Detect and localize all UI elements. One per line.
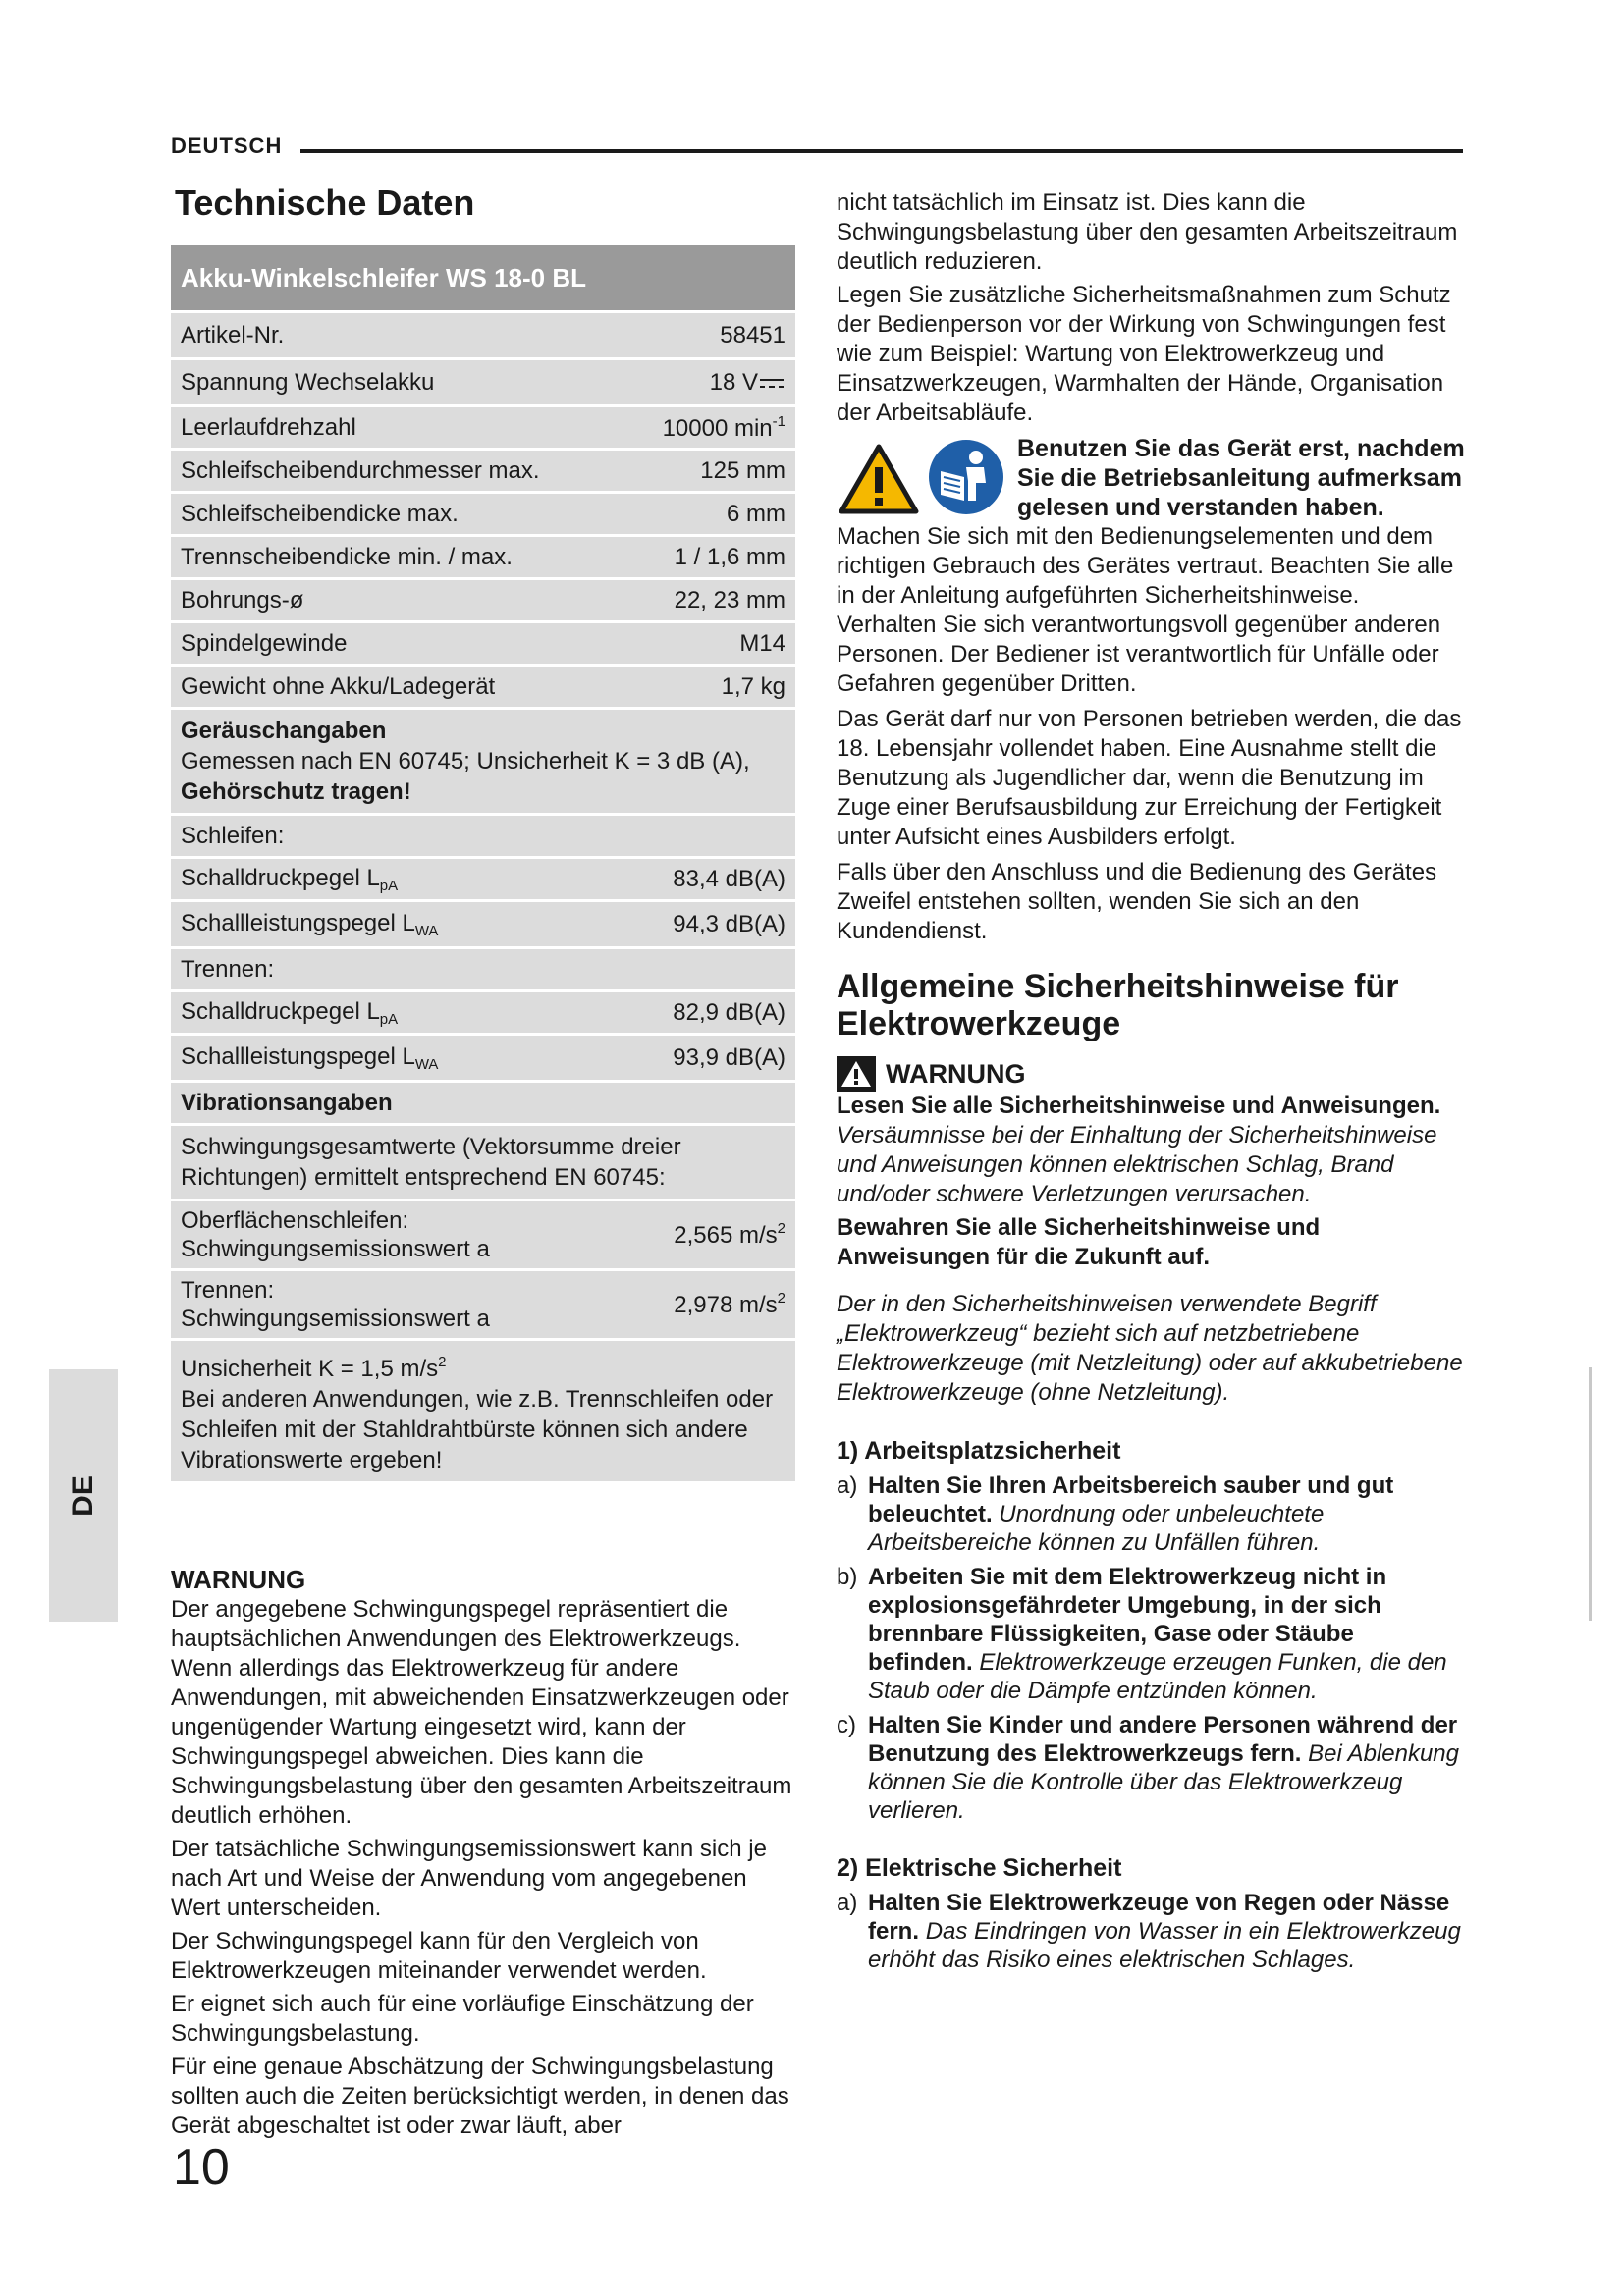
vibration-intro: Schwingungsgesamtwerte (Vektorsumme dreier Richtungen) ermittelt entsprechend EN 60745:: [171, 1126, 795, 1201]
tech-table: [171, 245, 795, 1484]
read-manual-icon: [927, 438, 1005, 516]
safety-heading: Allgemeine Sicherheitshinweise für Elektrowerkzeuge: [837, 968, 1399, 1042]
table-row: [171, 902, 795, 949]
uncertainty: Unsicherheit K = 1,5 m/s: [181, 1356, 439, 1382]
dc-symbol-icon: [758, 376, 785, 390]
uncertainty-exponent: 2: [438, 1354, 447, 1370]
row-label: Spindelgewinde: [181, 629, 348, 657]
row-value: 1,7 kg: [721, 672, 785, 700]
item-letter: b): [837, 1564, 858, 1590]
item-italic: Unordnung oder unbeleuchtete Arbeitsbereiche können zu Unfällen führen.: [868, 1501, 1325, 1556]
row-value: 22, 23 mm: [674, 586, 785, 614]
notice-text: Machen Sie sich mit den Bedienungselementen und dem richtigen Gebrauch des Gerätes vertraut. Beachten Sie alle in der Anleitung aufgeführten Sicherheitshinweise. Verhalten Sie sich verantwortungsvoll gegenüber anderen Personen. Der Bediener ist verantwortlich für Unfälle oder Gefahren gegenüber Dritten.: [837, 523, 1454, 697]
paragraph: Der Schwingungspegel kann für den Vergleich von Elektrowerkzeugen miteinander verwendet werden.: [171, 1928, 707, 1984]
item-bold: Halten Sie Ihren Arbeitsbereich sauber und gut beleuchtet.: [868, 1472, 1394, 1527]
table-row: [171, 623, 795, 667]
row-value: M14: [739, 629, 785, 657]
table-row: [171, 859, 795, 902]
row-value: 82,9 dB(A): [673, 998, 785, 1026]
row-label: Schleifscheibendicke max.: [181, 500, 459, 527]
grinding-label: Schleifen:: [181, 822, 285, 849]
row-label: Oberflächenschleifen:: [181, 1207, 409, 1234]
table-row: [171, 949, 795, 992]
table-row: [171, 537, 795, 580]
table-row: [171, 313, 795, 360]
vibration-note-block: [171, 1341, 795, 1484]
row-label: Schallleistungspegel L: [181, 909, 415, 936]
header-language: DEUTSCH: [171, 133, 283, 158]
paragraph: Der angegebene Schwingungspegel repräsentiert die hauptsächlichen Anwendungen des Elektrowerkzeugs. Wenn allerdings das Elektrowerkzeug für andere Anwendungen, mit abweichenden Einsatzwerkzeugen oder ungenügender Wartung eingesetzt wird, kann der Schwingungspegel abweichen. Dies kann die Schwingungsbelastung über den gesamten Arbeitszeitraum deutlich erhöhen.: [171, 1596, 792, 1829]
table-row: [171, 667, 795, 710]
row-value: 18 V: [709, 368, 758, 396]
warning-triangle-icon: [839, 444, 919, 514]
noise-block: [171, 710, 795, 816]
paragraph: Für eine genaue Abschätzung der Schwingungsbelastung sollten auch die Zeiten berücksichtigt werden, in denen das Gerät abgeschaltet ist oder zwar läuft, aber: [171, 2054, 789, 2139]
item-letter: a): [837, 1472, 858, 1499]
row-label: Leerlaufdrehzahl: [181, 413, 356, 441]
row-label-line2: Schwingungsemissionswert a: [181, 1306, 490, 1332]
row-label: Artikel-Nr.: [181, 321, 285, 348]
section-title: 1) Arbeitsplatzsicherheit: [837, 1437, 1121, 1465]
notice-block: [837, 434, 1465, 699]
row-value: 10000 min: [662, 414, 773, 442]
list-item: [837, 1711, 1465, 1825]
left-column: [171, 183, 795, 2141]
ear-protection-note: Gehörschutz tragen!: [181, 778, 411, 805]
tech-table-title: Akku-Winkelschleifer WS 18-0 BL: [171, 245, 795, 313]
row-value: 125 mm: [700, 456, 785, 484]
row-label-subscript: WA: [414, 922, 439, 939]
row-value: 2,565 m/s: [674, 1222, 778, 1249]
row-label: Schalldruckpegel L: [181, 997, 380, 1025]
vibration-note: Bei anderen Anwendungen, wie z.B. Trennschleifen oder Schleifen mit der Stahldrahtbürste können sich andere Vibrationswerte ergeben!: [181, 1386, 774, 1473]
row-label-subscript: pA: [379, 877, 399, 894]
item-italic: Das Eindringen von Wasser in ein Elektrowerkzeug erhöht das Risiko eines elektrischen Schlages.: [868, 1918, 1461, 1973]
row-value: 6 mm: [727, 500, 785, 527]
paragraph: nicht tatsächlich im Einsatz ist. Dies kann die Schwingungsbelastung über den gesamten Arbeitszeitraum deutlich reduzieren.: [837, 189, 1458, 275]
row-value: 1 / 1,6 mm: [674, 543, 785, 570]
vibration-title-row: [171, 1083, 795, 1126]
paragraph: Er eignet sich auch für eine vorläufige Einschätzung der Schwingungsbelastung.: [171, 1991, 754, 2047]
left-warning-title: WARNUNG: [171, 1565, 306, 1594]
tech-title: Technische Daten: [175, 183, 475, 223]
list-item: [837, 1471, 1465, 1557]
page-number: 10: [173, 2139, 230, 2196]
cutting-label: Trennen:: [181, 955, 275, 983]
row-label: Bohrungs-ø: [181, 586, 304, 614]
section-title: 2) Elektrische Sicherheit: [837, 1854, 1122, 1882]
table-row: [171, 992, 795, 1036]
row-label: Schleifscheibendurchmesser max.: [181, 456, 540, 484]
right-edge-line: [1589, 1367, 1592, 1621]
item-bold: Halten Sie Kinder und andere Personen während der Benutzung des Elektrowerkzeugs fern.: [868, 1712, 1458, 1767]
row-label: Gewicht ohne Akku/Ladegerät: [181, 672, 496, 700]
side-tab-label: DE: [67, 1474, 99, 1517]
keep-instructions: Bewahren Sie alle Sicherheitshinweise und Anweisungen für die Zukunft auf.: [837, 1214, 1321, 1270]
row-label: Schallleistungspegel L: [181, 1042, 415, 1070]
item-italic: Bei Ablenkung können Sie die Kontrolle über das Elektrowerkzeug verlieren.: [868, 1740, 1459, 1824]
row-value: 94,3 dB(A): [673, 910, 785, 937]
warning-icon: [837, 1056, 876, 1092]
noise-measured: Gemessen nach EN 60745; Unsicherheit K = 3 dB (A),: [181, 748, 750, 774]
side-language-tab: [49, 1369, 118, 1622]
table-row: [171, 580, 795, 623]
row-value: 83,4 dB(A): [673, 865, 785, 892]
table-row: [171, 494, 795, 537]
term-definition: Der in den Sicherheitshinweisen verwendete Begriff „Elektrowerkzeug“ bezieht sich auf netzbetriebene Elektrowerkzeuge (mit Netzleitung) oder auf akkubetriebene Elektrowerkzeuge (ohne Netzleitung).: [837, 1291, 1463, 1406]
list-item: [837, 1889, 1465, 1974]
row-value: 93,9 dB(A): [673, 1043, 785, 1071]
row-label: Spannung Wechselakku: [181, 368, 435, 396]
paragraph: Der tatsächliche Schwingungsemissionswert kann sich je nach Art und Weise der Anwendung vom angegebenen Wert unterscheiden.: [171, 1836, 767, 1921]
row-value-exponent: -1: [772, 412, 785, 430]
read-all-bold: Lesen Sie alle Sicherheitshinweise und Anweisungen.: [837, 1093, 1441, 1119]
item-bold: Halten Sie Elektrowerkzeuge von Regen oder Nässe fern.: [868, 1890, 1450, 1945]
row-value-exponent: 2: [777, 1220, 785, 1237]
paragraph: Legen Sie zusätzliche Sicherheitsmaßnahmen zum Schutz der Bedienperson vor der Wirkung von Schwingungen fest wie zum Beispiel: Wartung von Elektrowerkzeug und Einsatzwerkzeugen, Warmhalten der Hände, Organisation der Arbeitsabläufe.: [837, 282, 1451, 426]
warning-row: [837, 1056, 1465, 1092]
vibration-title: Vibrationsangaben: [181, 1089, 393, 1116]
item-letter: c): [837, 1712, 856, 1738]
row-value: 58451: [720, 321, 785, 348]
noise-title: Geräuschangaben: [181, 718, 387, 744]
read-all-italic: Versäumnisse bei der Einhaltung der Sicherheitshinweise und Anweisungen können elektrischen Schlag, Brand und/oder schwere Verletzungen verursachen.: [837, 1122, 1437, 1207]
table-row: [171, 451, 795, 494]
row-value: 2,978 m/s: [674, 1292, 778, 1318]
paragraph: Das Gerät darf nur von Personen betrieben werden, die das 18. Lebensjahr vollendet haben. Eine Ausnahme stellt die Benutzung als Jugendlicher dar, wenn die Benutzung im Zuge einer Berufsausbildung zur Erreichung der Fertigkeit unter Aufsicht eines Ausbilders erfolgt.: [837, 706, 1462, 850]
row-label: Trennen:: [181, 1277, 275, 1304]
table-row: [171, 407, 795, 451]
warning-label: WARNUNG: [886, 1058, 1026, 1089]
list-item: [837, 1563, 1465, 1705]
item-letter: a): [837, 1890, 858, 1916]
notice-bold: Benutzen Sie das Gerät erst, nachdem Sie die Betriebsanleitung aufmerksam gelesen und verstanden haben.: [1017, 435, 1465, 521]
row-label-subscript: WA: [414, 1055, 439, 1073]
table-row: [171, 816, 795, 859]
table-row: [171, 1271, 795, 1341]
table-row: [171, 1201, 795, 1271]
header-rule: [300, 149, 1463, 153]
right-column: [837, 188, 1465, 1974]
item-bold: Arbeiten Sie mit dem Elektrowerkzeug nicht in explosionsgefährdeter Umgebung, in der sich brennbare Flüssigkeiten, Gase oder Stäube befinden.: [868, 1564, 1387, 1676]
row-label: Trennscheibendicke min. / max.: [181, 543, 513, 570]
paragraph: Falls über den Anschluss und die Bedienung des Gerätes Zweifel entstehen sollten, wenden Sie sich an den Kundendienst.: [837, 859, 1437, 944]
row-label-line2: Schwingungsemissionswert a: [181, 1236, 490, 1262]
row-label-subscript: pA: [379, 1010, 399, 1028]
table-row: [171, 360, 795, 407]
item-italic: Elektrowerkzeuge erzeugen Funken, die den Staub oder die Dämpfe entzünden können.: [868, 1649, 1447, 1704]
row-value-exponent: 2: [777, 1290, 785, 1307]
table-row: [171, 1036, 795, 1083]
row-label: Schalldruckpegel L: [181, 864, 380, 891]
